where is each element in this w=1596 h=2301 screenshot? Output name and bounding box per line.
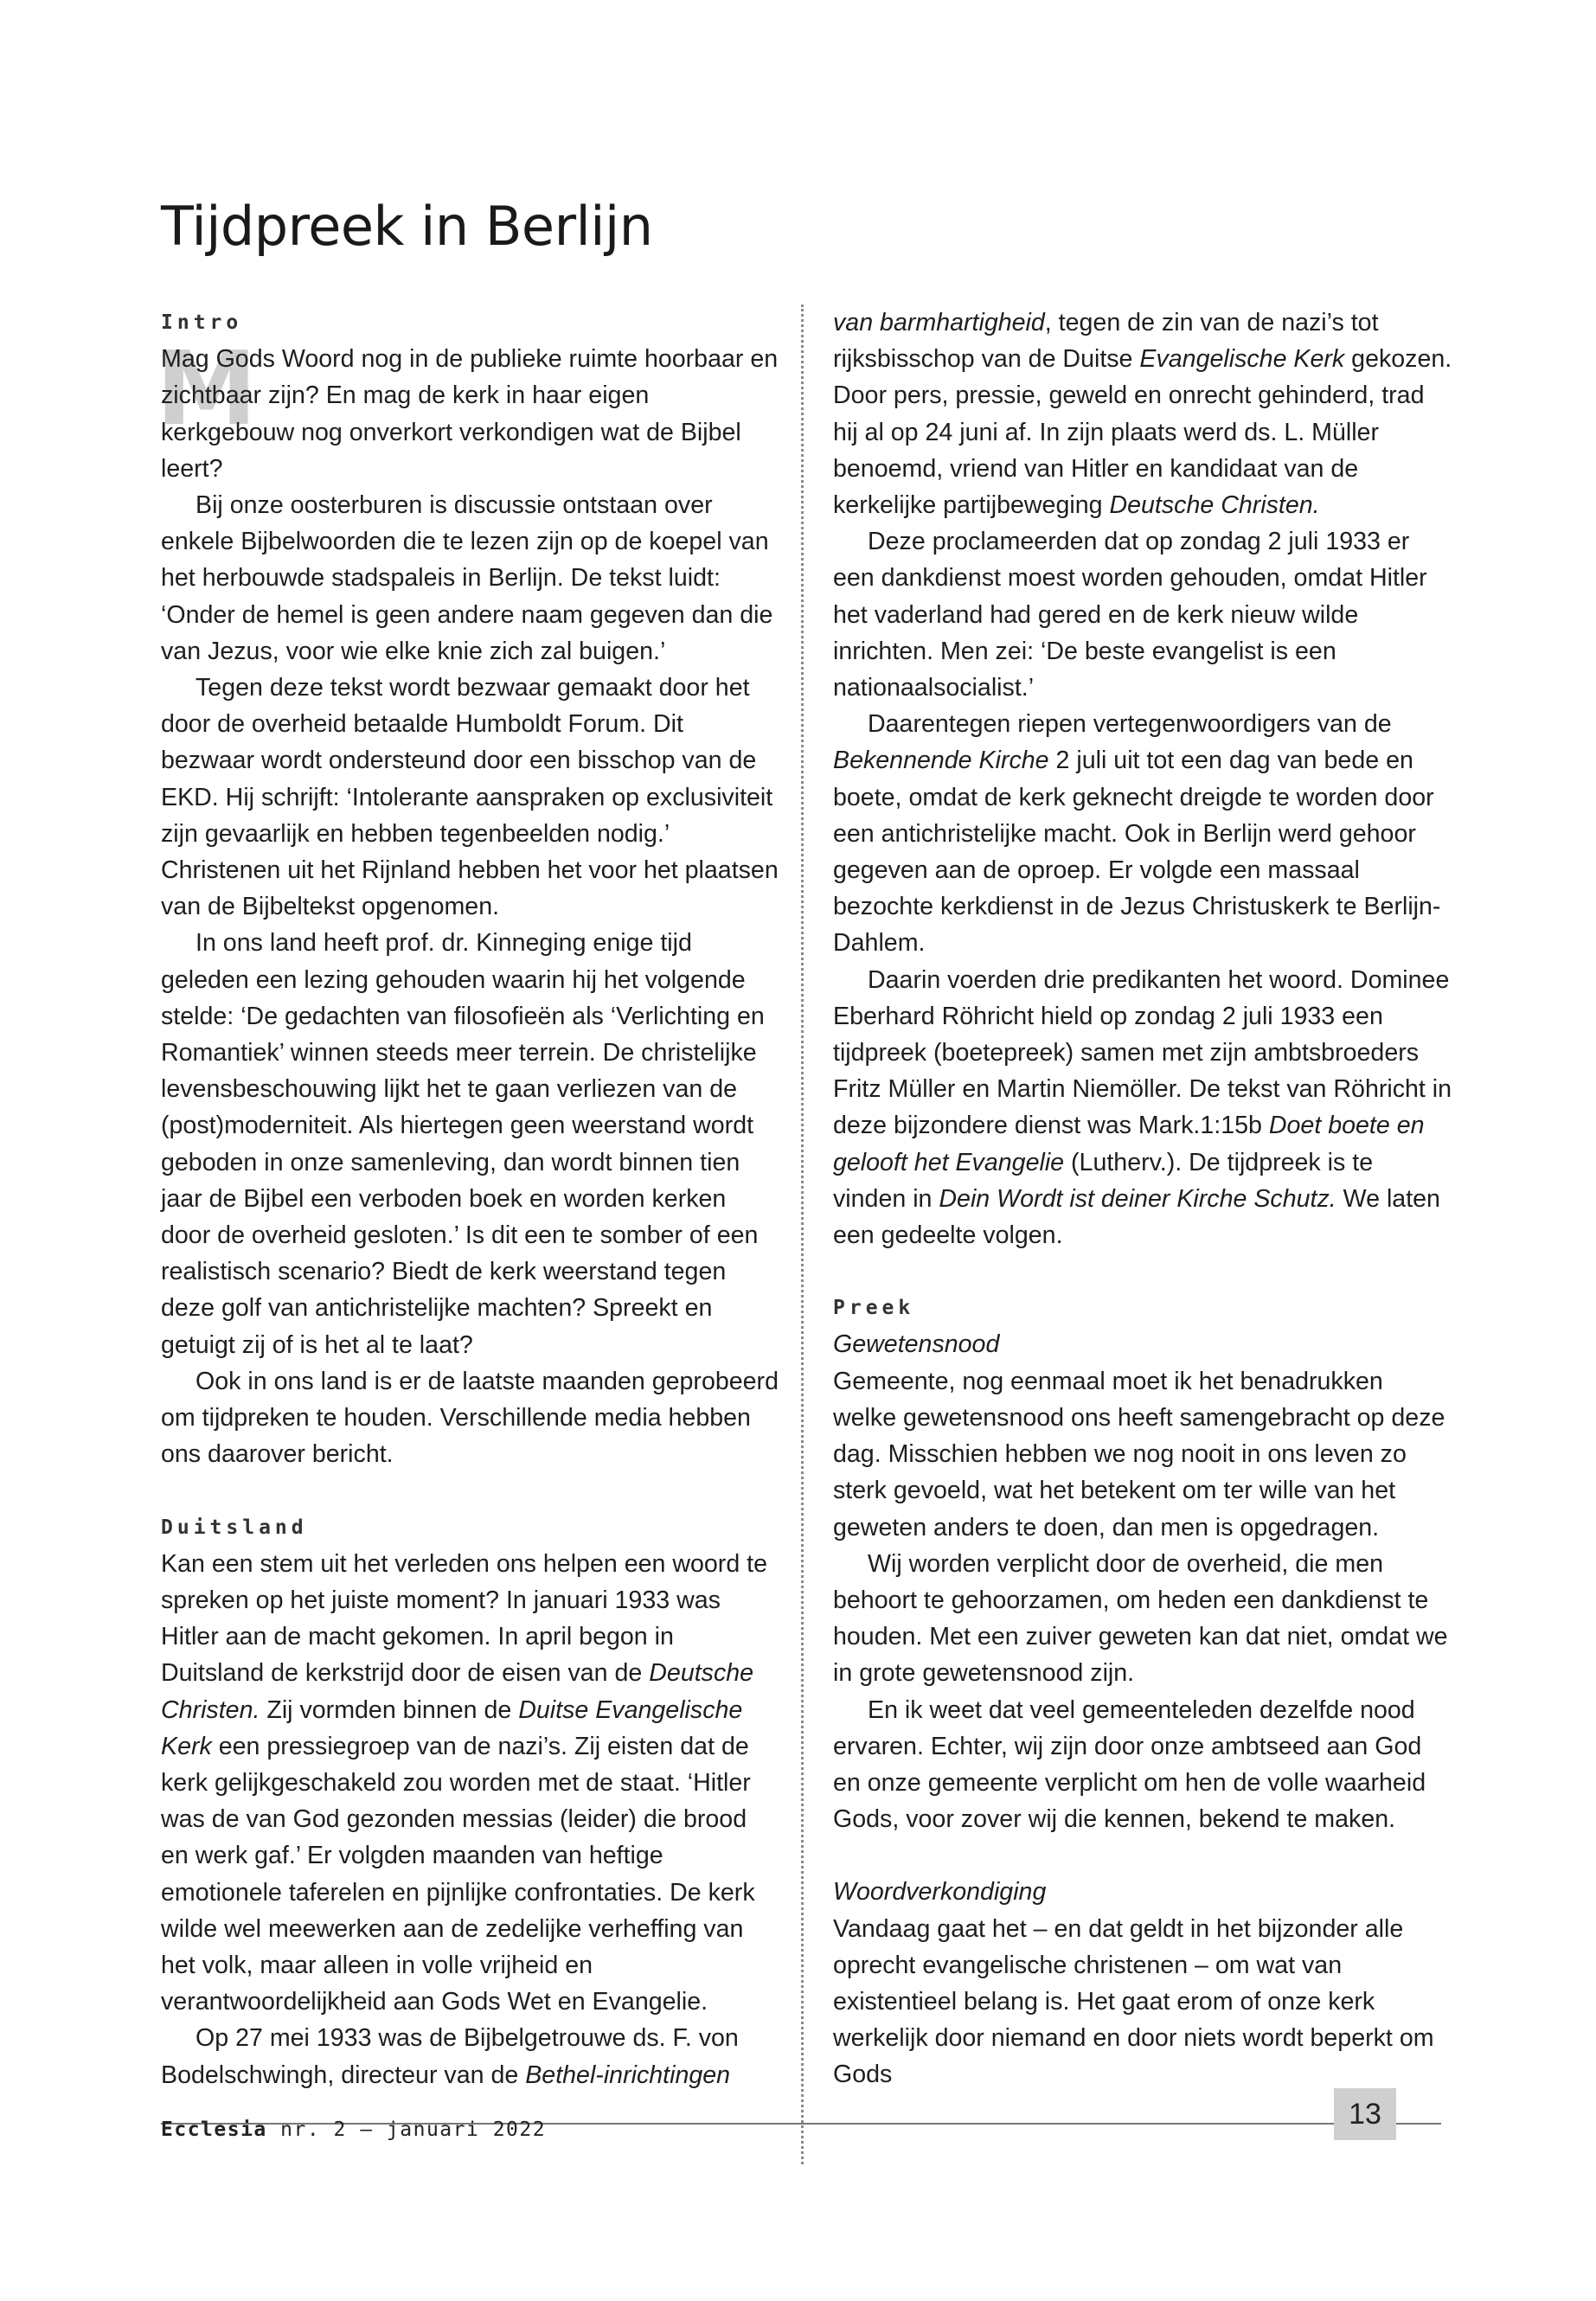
footer-publication bbox=[161, 2111, 546, 2149]
section-heading-preek: Preek bbox=[833, 1297, 915, 1320]
intro-paragraph-3: Tegen deze tekst wordt bezwaar gemaakt door het door de overheid betaalde Humboldt Forum. Dit bezwaar wordt ondersteund door een bisschop van de EKD. Hij schrijft: ‘Intolerante aanspraken op exclusiviteit zijn gevaarlijk en hebben tegenbeelden nodig.’ Christenen uit het Rijnland hebben het voor het plaatsen van de Bijbeltekst opgenomen. bbox=[161, 674, 779, 921]
left-column bbox=[156, 304, 780, 2093]
section-heading-intro: Intro bbox=[161, 311, 243, 334]
section-heading-duitsland: Duitsland bbox=[161, 1516, 308, 1539]
intro-paragraph-4: In ons land heeft prof. dr. Kinneging enige tijd geleden een lezing gehouden waarin hij het volgende stelde: ‘De gedachten van filosofieën als ‘Verlichting en Romantiek’ winnen steeds meer terrein. De christelijke levensbeschouwing lijkt het te gaan verliezen van de (post)moderniteit. Als hiertegen geen weerstand wordt geboden in onze samenleving, dan wordt binnen tien jaar de Bijbel een verboden boek en worden kerken door de overheid gesloten.’ Is dit een te somber of een realistisch scenario? Biedt de kerk weerstand tegen deze golf van antichristelijke machten? Spreekt en getuigt zij of is het al te laat? bbox=[161, 929, 765, 1359]
intro-lead bbox=[156, 329, 780, 487]
preek-paragraph-2: Wij worden verplicht door de overheid, die men behoort te gehoorzamen, om heden een dankdienst te houden. Met een zuiver geweten kan dat niet, omdat we in grote gewetensnood zijn. bbox=[833, 1549, 1448, 1688]
duitsland-paragraph-2: Op 27 mei 1933 was de Bijbelgetrouwe ds. F. von Bodelschwingh, directeur van de Bethel-inrichtingen bbox=[161, 2024, 739, 2089]
right-column bbox=[833, 304, 1452, 2093]
column-divider bbox=[801, 304, 804, 2164]
intro-paragraph-2: Bij onze oosterburen is discussie ontstaan over enkele Bijbelwoorden die te lezen zijn op de koepel van het herbouwde stadspaleis in Berlijn. De tekst luidt: ‘Onder de hemel is geen andere naam gegeven dan die van Jezus, voor wie elke knie zich zal buigen.’ bbox=[161, 491, 773, 665]
intro-paragraph-5: Ook in ons land is er de laatste maanden geprobeerd om tijdpreken te houden. Verschillende media hebben ons daarover bericht. bbox=[161, 1367, 779, 1469]
page-number: 13 bbox=[1334, 2088, 1396, 2140]
paragraph-predikanten: Daarin voerden drie predikanten het woord. Dominee Eberhard Röhricht hield op zondag 2 juli 1933 een tijdpreek (boetepreek) samen met zijn ambtsbroeders Fritz Müller en Martin Niemöller. De tekst van Röhricht in deze bijzondere dienst was Mark.1:15b Doet boete en gelooft het Evangelie (Lutherv.). De tijdpreek is te vinden in Dein Wordt ist deiner Kirche Schutz. We laten een gedeelte volgen. bbox=[833, 965, 1452, 1250]
subheading-woordverkondiging: Woordverkondiging bbox=[833, 1878, 1047, 1907]
paragraph-proclamation: Deze proclameerden dat op zondag 2 juli 1933 er een dankdienst moest worden gehouden, omdat Hitler het vaderland had gered en de kerk nieuw wilde inrichten. Men zei: ‘De beste evangelist is een nationaalsocialist.’ bbox=[833, 528, 1427, 702]
preek-paragraph-1: Gemeente, nog eenmaal moet ik het benadrukken welke gewetensnood ons heeft samengebracht op deze dag. Misschien hebben we nog nooit in ons leven zo sterk gevoeld, wat het betekent om ter wille van het geweten anders te doen, dan men is opgedragen. bbox=[833, 1367, 1445, 1541]
issue-info: nr. 2 — januari 2022 bbox=[280, 2118, 547, 2141]
duitsland-paragraph-1: Kan een stem uit het verleden ons helpen een woord te spreken op het juiste moment? In januari 1933 was Hitler aan de macht gekomen. In april begon in Duitsland de kerkstrijd door de eisen van de Deutsche Christen. Zij vormden binnen de Duitse Evangelische Kerk een pressiegroep van de nazi’s. Zij eisten dat de kerk gelijkgeschakeld zou worden met de staat. ‘Hitler was de van God gezonden messias (leider) die brood en werk gaf.’ Er volgden maanden van heftige emotionele taferelen en pijnlijke confrontaties. De kerk wilde wel meewerken aan de zedelijke verheffing van het volk, maar alleen in volle vrijheid en verantwoordelijkheid aan Gods Wet en Evangelie. bbox=[161, 1549, 768, 2016]
paragraph-bekennende-kirche: Daarentegen riepen vertegenwoordigers van de Bekennende Kirche 2 juli uit tot een dag van bede en boete, omdat de kerk geknecht dreigde te worden door een antichristelijke macht. Ook in Berlijn werd gehoor gegeven aan de oproep. Er volgde een massaal bezochte kerkdienst in de Jezus Christuskerk te Berlijn-Dahlem. bbox=[833, 710, 1441, 958]
continued-paragraph: van barmhartigheid, tegen de zin van de nazi’s tot rijksbisschop van de Duitse Evangelische Kerk gekozen. Door pers, pressie, geweld en onrecht gehinderd, trad hij al op 24 juni af. In zijn plaats werd ds. L. Müller benoemd, vriend van Hitler en kandidaat van de kerkelijke partijbeweging Deutsche Christen. bbox=[833, 309, 1452, 520]
preek-paragraph-3: En ik weet dat veel gemeenteleden dezelfde nood ervaren. Echter, wij zijn door onze ambtseed aan God en onze gemeente verplicht om hen de volle waarheid Gods, voor zover wij die kennen, bekend te maken. bbox=[833, 1695, 1426, 1834]
subheading-gewetensnood: Gewetensnood bbox=[833, 1330, 1000, 1359]
drop-cap: M bbox=[156, 329, 258, 449]
intro-paragraph-1: Mag Gods Woord nog in de publieke ruimte hoorbaar en zichtbaar zijn? En mag de kerk in haar eigen kerkgebouw nog onverkort verkondigen wat de Bijbel leert? bbox=[161, 345, 779, 483]
magazine-name: Ecclesia bbox=[161, 2118, 267, 2141]
page-title: Tijdpreek in Berlijn bbox=[161, 195, 653, 258]
preek-paragraph-4: Vandaag gaat het – en dat geldt in het bijzonder alle oprecht evangelische christenen – om wat van existentieel belang is. Het gaat erom of onze kerk werkelijk door niemand en door niets wordt beperkt om Gods bbox=[833, 1914, 1434, 2089]
